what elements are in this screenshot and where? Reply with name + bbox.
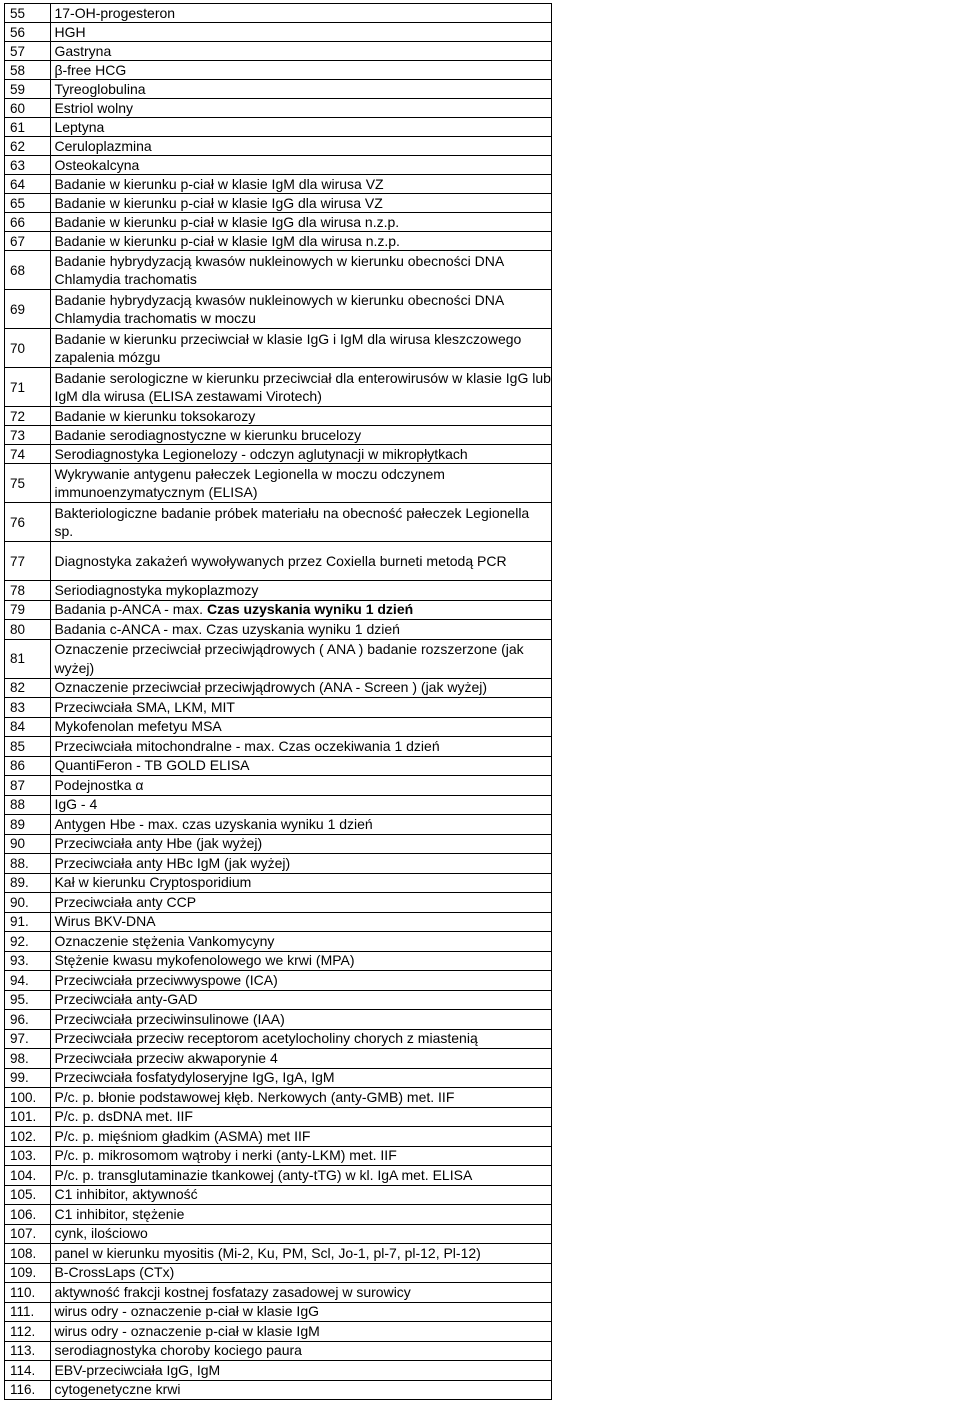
test-name-text: wirus odry - oznaczenie p-ciał w klasie IgG bbox=[54, 1303, 319, 1320]
table-row bbox=[5, 620, 552, 640]
test-name-text: Badanie serodiagnostyczne w kierunku brucelozy bbox=[54, 426, 362, 443]
test-name-text: Badanie w kierunku p-ciał w klasie IgG dla wirusa n.z.p. bbox=[54, 213, 400, 230]
row-number: 102. bbox=[5, 1127, 51, 1147]
test-name-text: Przeciwciała anty HBc IgM (jak wyżej) bbox=[54, 854, 291, 871]
table-row bbox=[5, 1283, 552, 1303]
test-name-bold-note: Czas uzyskania wyniku 1 dzień bbox=[206, 601, 414, 618]
test-name bbox=[51, 1107, 552, 1127]
row-number: 80 bbox=[5, 620, 51, 640]
test-name-text: Oznaczenie przeciwciał przeciwjądrowych ( ANA ) badanie rozszerzone (jak wyżej) bbox=[54, 641, 524, 676]
row-number: 98. bbox=[5, 1049, 51, 1069]
table-row bbox=[5, 1029, 552, 1049]
row-number: 74 bbox=[5, 445, 51, 464]
table-row bbox=[5, 1322, 552, 1342]
table-row bbox=[5, 1205, 552, 1225]
test-name-text: Oznaczenie stężenia Vankomycyny bbox=[54, 932, 275, 949]
table-row bbox=[5, 932, 552, 952]
row-number: 92. bbox=[5, 932, 51, 952]
row-number: 77 bbox=[5, 542, 51, 581]
table-row bbox=[5, 1185, 552, 1205]
test-name-text: Stężenie kwasu mykofenolowego we krwi (MPA) bbox=[54, 952, 355, 969]
test-name bbox=[51, 232, 552, 251]
test-name bbox=[51, 932, 552, 952]
test-name bbox=[51, 1322, 552, 1342]
test-name-text: P/c. p. mięśniom gładkim (ASMA) met IIF bbox=[54, 1127, 311, 1144]
test-name-text: P/c. p. dsDNA met. IIF bbox=[54, 1108, 193, 1125]
test-name bbox=[51, 854, 552, 874]
row-number: 108. bbox=[5, 1244, 51, 1264]
table-row bbox=[5, 290, 552, 329]
table-row bbox=[5, 795, 552, 815]
table-row bbox=[5, 873, 552, 893]
test-name-text: P/c. p. mikrosomom wątroby i nerki (anty-LKM) met. IIF bbox=[54, 1147, 397, 1164]
test-name bbox=[51, 1068, 552, 1088]
table-row bbox=[5, 1341, 552, 1361]
test-name bbox=[51, 118, 552, 137]
row-number: 88 bbox=[5, 795, 51, 815]
table-row bbox=[5, 175, 552, 194]
test-name bbox=[51, 426, 552, 445]
table-row bbox=[5, 912, 552, 932]
table-row bbox=[5, 678, 552, 698]
table-row bbox=[5, 698, 552, 718]
table-row bbox=[5, 737, 552, 757]
row-number: 104. bbox=[5, 1166, 51, 1186]
table-row bbox=[5, 445, 552, 464]
row-number: 68 bbox=[5, 251, 51, 290]
test-name-text: wirus odry - oznaczenie p-ciał w klasie IgM bbox=[54, 1322, 320, 1339]
test-name-text: Badanie w kierunku przeciwciał w klasie IgG i IgM dla wirusa kleszczowego zapalenia mózgu bbox=[54, 330, 522, 365]
row-number: 90 bbox=[5, 834, 51, 854]
test-name-text: Badania c-ANCA - max. Czas uzyskania wyniku 1 dzień bbox=[54, 620, 400, 637]
test-name-text: P/c. p. błonie podstawowej kłęb. Nerkowych (anty-GMB) met. IIF bbox=[54, 1088, 455, 1105]
test-name-text: panel w kierunku myositis (Mi-2, Ku, PM, Scl, Jo-1, pl-7, pl-12, Pl-12) bbox=[54, 1244, 481, 1261]
table-row bbox=[5, 542, 552, 581]
test-name bbox=[51, 951, 552, 971]
test-name-text: Przeciwciała anty Hbe (jak wyżej) bbox=[54, 835, 263, 852]
test-name bbox=[51, 815, 552, 835]
test-name-text: Badanie w kierunku toksokarozy bbox=[54, 407, 256, 424]
table-row bbox=[5, 581, 552, 601]
test-name bbox=[51, 156, 552, 175]
row-number: 105. bbox=[5, 1185, 51, 1205]
table-row bbox=[5, 1049, 552, 1069]
test-name bbox=[51, 737, 552, 757]
table-row bbox=[5, 118, 552, 137]
test-name-text: B-CrossLaps (CTx) bbox=[54, 1264, 175, 1281]
table-row bbox=[5, 1146, 552, 1166]
test-name bbox=[51, 42, 552, 61]
test-name bbox=[51, 639, 552, 678]
row-number: 107. bbox=[5, 1224, 51, 1244]
row-number: 99. bbox=[5, 1068, 51, 1088]
test-name bbox=[51, 503, 552, 542]
test-name-text: cynk, ilościowo bbox=[54, 1225, 148, 1242]
test-name bbox=[51, 329, 552, 368]
table-row bbox=[5, 99, 552, 118]
test-name bbox=[51, 251, 552, 290]
test-name bbox=[51, 776, 552, 796]
table-row bbox=[5, 756, 552, 776]
test-name bbox=[51, 1088, 552, 1108]
table-row bbox=[5, 1302, 552, 1322]
test-name-text: Wirus BKV-DNA bbox=[54, 913, 156, 930]
test-name bbox=[51, 407, 552, 426]
row-number: 89 bbox=[5, 815, 51, 835]
row-number: 89. bbox=[5, 873, 51, 893]
test-name-text: Tyreoglobulina bbox=[54, 80, 146, 97]
test-name bbox=[51, 137, 552, 156]
test-name bbox=[51, 581, 552, 601]
row-number: 78 bbox=[5, 581, 51, 601]
row-number: 109. bbox=[5, 1263, 51, 1283]
row-number: 103. bbox=[5, 1146, 51, 1166]
test-name-text: Ceruloplazmina bbox=[54, 137, 152, 154]
table-row bbox=[5, 194, 552, 213]
test-name bbox=[51, 912, 552, 932]
test-name-text: HGH bbox=[54, 23, 86, 40]
row-number: 76 bbox=[5, 503, 51, 542]
test-name-text: QuantiFeron - TB GOLD ELISA bbox=[54, 757, 250, 774]
test-name bbox=[51, 834, 552, 854]
row-number: 100. bbox=[5, 1088, 51, 1108]
table-row bbox=[5, 1361, 552, 1381]
test-name-text: aktywność frakcji kostnej fosfatazy zasadowej w surowicy bbox=[54, 1283, 411, 1300]
test-name bbox=[51, 368, 552, 407]
test-name bbox=[51, 99, 552, 118]
row-number: 86 bbox=[5, 756, 51, 776]
row-number: 79 bbox=[5, 600, 51, 620]
test-name-text: Przeciwciała fosfatydyloseryjne IgG, IgA, IgM bbox=[54, 1069, 335, 1086]
table-row bbox=[5, 951, 552, 971]
row-number: 75 bbox=[5, 464, 51, 503]
table-body bbox=[5, 4, 552, 1400]
table-row bbox=[5, 893, 552, 913]
test-name bbox=[51, 194, 552, 213]
test-name bbox=[51, 464, 552, 503]
table-row bbox=[5, 776, 552, 796]
table-row bbox=[5, 426, 552, 445]
table-row bbox=[5, 1068, 552, 1088]
test-name-text: Antygen Hbe - max. czas uzyskania wyniku 1 dzień bbox=[54, 815, 373, 832]
row-number: 112. bbox=[5, 1322, 51, 1342]
test-name-text: C1 inhibitor, stężenie bbox=[54, 1205, 185, 1222]
test-name bbox=[51, 698, 552, 718]
row-number: 59 bbox=[5, 80, 51, 99]
test-name bbox=[51, 1224, 552, 1244]
row-number: 84 bbox=[5, 717, 51, 737]
test-name-text: β-free HCG bbox=[54, 61, 127, 78]
table-row bbox=[5, 4, 552, 23]
row-number: 66 bbox=[5, 213, 51, 232]
test-name-text: Kał w kierunku Cryptosporidium bbox=[54, 874, 252, 891]
test-name bbox=[51, 290, 552, 329]
table-row bbox=[5, 61, 552, 80]
table-row bbox=[5, 42, 552, 61]
row-number: 83 bbox=[5, 698, 51, 718]
test-name-text: Podejnostka α bbox=[54, 776, 144, 793]
table-row bbox=[5, 80, 552, 99]
row-number: 93. bbox=[5, 951, 51, 971]
test-name-text: P/c. p. transglutaminazie tkankowej (anty-tTG) w kl. IgA met. ELISA bbox=[54, 1166, 473, 1183]
table-row bbox=[5, 1107, 552, 1127]
test-name-text: Diagnostyka zakażeń wywoływanych przez Coxiella burneti metodą PCR bbox=[54, 552, 507, 569]
table-row bbox=[5, 1263, 552, 1283]
table-row bbox=[5, 717, 552, 737]
table-row bbox=[5, 1244, 552, 1264]
row-number: 94. bbox=[5, 971, 51, 991]
table-row bbox=[5, 834, 552, 854]
row-number: 60 bbox=[5, 99, 51, 118]
test-name-text: 17-OH-progesteron bbox=[54, 4, 176, 21]
test-name bbox=[51, 213, 552, 232]
table-row bbox=[5, 23, 552, 42]
row-number: 91. bbox=[5, 912, 51, 932]
test-name bbox=[51, 175, 552, 194]
test-name bbox=[51, 4, 552, 23]
table-row bbox=[5, 639, 552, 678]
row-number: 90. bbox=[5, 893, 51, 913]
row-number: 97. bbox=[5, 1029, 51, 1049]
test-name bbox=[51, 990, 552, 1010]
table-row bbox=[5, 1166, 552, 1186]
test-name bbox=[51, 1244, 552, 1264]
table-row bbox=[5, 990, 552, 1010]
test-name bbox=[51, 1029, 552, 1049]
test-name bbox=[51, 23, 552, 42]
table-row bbox=[5, 854, 552, 874]
table-row bbox=[5, 464, 552, 503]
test-name-text: Badanie hybrydyzacją kwasów nukleinowych w kierunku obecności DNA Chlamydia trachomatis bbox=[54, 252, 504, 287]
test-name-text: Badanie hybrydyzacją kwasów nukleinowych w kierunku obecności DNA Chlamydia trachomatis w moczu bbox=[54, 291, 504, 326]
test-name-text: EBV-przeciwciała IgG, IgM bbox=[54, 1361, 221, 1378]
test-name bbox=[51, 61, 552, 80]
table-row bbox=[5, 1127, 552, 1147]
test-name-text: Mykofenolan mefetyu MSA bbox=[54, 718, 222, 735]
row-number: 106. bbox=[5, 1205, 51, 1225]
row-number: 81 bbox=[5, 639, 51, 678]
row-number: 71 bbox=[5, 368, 51, 407]
table-row bbox=[5, 503, 552, 542]
row-number: 111. bbox=[5, 1302, 51, 1322]
row-number: 87 bbox=[5, 776, 51, 796]
test-name bbox=[51, 542, 552, 581]
test-name-text: Przeciwciała anty CCP bbox=[54, 893, 197, 910]
test-name bbox=[51, 1205, 552, 1225]
test-name bbox=[51, 1049, 552, 1069]
row-number: 116. bbox=[5, 1380, 51, 1400]
test-name-text: Wykrywanie antygenu pałeczek Legionella w moczu odczynem immunoenzymatycznym (ELISA) bbox=[54, 465, 445, 500]
row-number: 114. bbox=[5, 1361, 51, 1381]
row-number: 65 bbox=[5, 194, 51, 213]
test-name-text: Osteokalcyna bbox=[54, 156, 140, 173]
test-name bbox=[51, 1283, 552, 1303]
test-name-text: IgG - 4 bbox=[54, 796, 98, 813]
test-name-text: Badanie w kierunku p-ciał w klasie IgM dla wirusa VZ bbox=[54, 175, 384, 192]
test-name-text: serodiagnostyka choroby kociego paura bbox=[54, 1342, 302, 1359]
test-name-text: Badanie w kierunku p-ciał w klasie IgM dla wirusa n.z.p. bbox=[54, 232, 400, 249]
table-row bbox=[5, 407, 552, 426]
row-number: 110. bbox=[5, 1283, 51, 1303]
row-number: 85 bbox=[5, 737, 51, 757]
test-name bbox=[51, 873, 552, 893]
test-name bbox=[51, 717, 552, 737]
test-name bbox=[51, 678, 552, 698]
test-name bbox=[51, 1185, 552, 1205]
row-number: 55 bbox=[5, 4, 51, 23]
test-name-text: Przeciwciała przeciw receptorom acetylocholiny chorych z miastenią bbox=[54, 1030, 478, 1047]
test-name-text: Oznaczenie przeciwciał przeciwjądrowych (ANA - Screen ) (jak wyżej) bbox=[54, 679, 488, 696]
table-row bbox=[5, 251, 552, 290]
row-number: 113. bbox=[5, 1341, 51, 1361]
row-number: 63 bbox=[5, 156, 51, 175]
test-name-text: Przeciwciała przeciwwyspowe (ICA) bbox=[54, 971, 278, 988]
table-row bbox=[5, 815, 552, 835]
test-list-table bbox=[4, 3, 552, 1400]
test-name-text: Badania p-ANCA - max. bbox=[54, 601, 204, 618]
row-number: 58 bbox=[5, 61, 51, 80]
test-name-text: Bakteriologiczne badanie próbek materiału na obecność pałeczek Legionella sp. bbox=[54, 504, 530, 539]
test-name bbox=[51, 445, 552, 464]
test-name-text: cytogenetyczne krwi bbox=[54, 1381, 181, 1398]
table-row bbox=[5, 1088, 552, 1108]
test-name bbox=[51, 971, 552, 991]
test-name-text: Badanie w kierunku p-ciał w klasie IgG dla wirusa VZ bbox=[54, 194, 383, 211]
table-row bbox=[5, 232, 552, 251]
test-name bbox=[51, 756, 552, 776]
table-row bbox=[5, 329, 552, 368]
row-number: 64 bbox=[5, 175, 51, 194]
document-sheet bbox=[4, 3, 956, 1400]
test-name bbox=[51, 1361, 552, 1381]
row-number: 101. bbox=[5, 1107, 51, 1127]
test-name bbox=[51, 795, 552, 815]
test-name bbox=[51, 1146, 552, 1166]
table-row bbox=[5, 137, 552, 156]
test-name bbox=[51, 1302, 552, 1322]
row-number: 57 bbox=[5, 42, 51, 61]
test-name bbox=[51, 1341, 552, 1361]
table-row bbox=[5, 368, 552, 407]
test-name-text: Gastryna bbox=[54, 42, 112, 59]
row-number: 88. bbox=[5, 854, 51, 874]
test-name-text: Seriodiagnostyka mykoplazmozy bbox=[54, 581, 259, 598]
test-name bbox=[51, 1010, 552, 1030]
table-row bbox=[5, 1224, 552, 1244]
test-name-text: Przeciwciała przeciwinsulinowe (IAA) bbox=[54, 1010, 285, 1027]
row-number: 70 bbox=[5, 329, 51, 368]
row-number: 96. bbox=[5, 1010, 51, 1030]
row-number: 69 bbox=[5, 290, 51, 329]
test-name-text: Przeciwciała anty-GAD bbox=[54, 991, 198, 1008]
test-name bbox=[51, 600, 552, 620]
test-name bbox=[51, 1127, 552, 1147]
test-name-text: C1 inhibitor, aktywność bbox=[54, 1186, 198, 1203]
test-name bbox=[51, 893, 552, 913]
test-name-text: Estriol wolny bbox=[54, 99, 134, 116]
test-name-text: Badanie serologiczne w kierunku przeciwciał dla enterowirusów w klasie IgG lub IgM dla wirusa (ELISA zestawami Virotech) bbox=[54, 369, 551, 404]
row-number: 61 bbox=[5, 118, 51, 137]
table-row bbox=[5, 213, 552, 232]
test-name bbox=[51, 80, 552, 99]
row-number: 95. bbox=[5, 990, 51, 1010]
test-name bbox=[51, 1166, 552, 1186]
row-number: 82 bbox=[5, 678, 51, 698]
test-name bbox=[51, 620, 552, 640]
test-name bbox=[51, 1263, 552, 1283]
test-name-text: Serodiagnostyka Legionelozy - odczyn aglutynacji w mikropłytkach bbox=[54, 445, 468, 462]
row-number: 73 bbox=[5, 426, 51, 445]
test-name-text: Przeciwciała mitochondralne - max. Czas oczekiwania 1 dzień bbox=[54, 737, 440, 754]
table-row bbox=[5, 156, 552, 175]
table-row bbox=[5, 600, 552, 620]
test-name-text: Leptyna bbox=[54, 118, 105, 135]
table-row bbox=[5, 1010, 552, 1030]
test-name-text: Przeciwciała SMA, LKM, MIT bbox=[54, 698, 235, 715]
table-row bbox=[5, 1380, 552, 1400]
table-row bbox=[5, 971, 552, 991]
row-number: 62 bbox=[5, 137, 51, 156]
row-number: 72 bbox=[5, 407, 51, 426]
row-number: 56 bbox=[5, 23, 51, 42]
test-name-text: Przeciwciała przeciw akwaporynie 4 bbox=[54, 1049, 278, 1066]
row-number: 67 bbox=[5, 232, 51, 251]
test-name bbox=[51, 1380, 552, 1400]
